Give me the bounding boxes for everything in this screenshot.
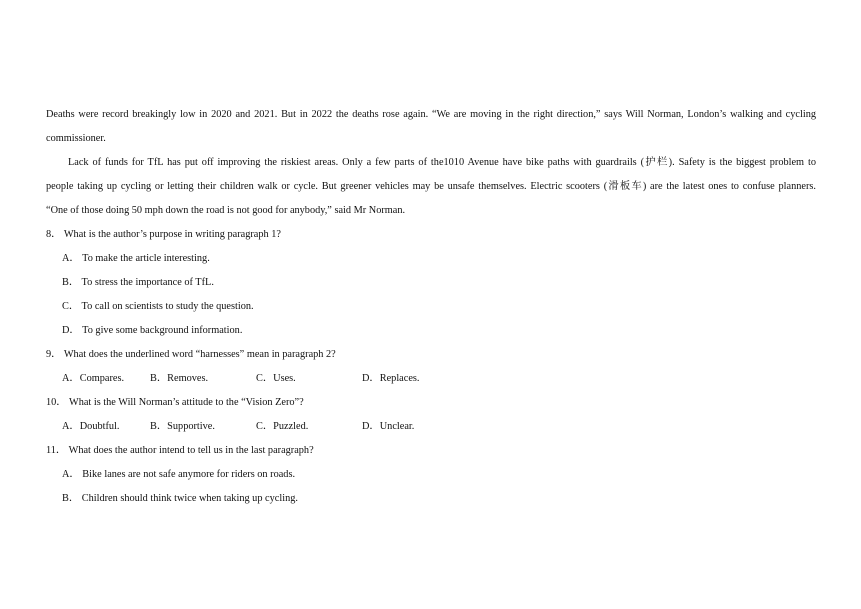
answer-option: A． To make the article interesting.: [62, 253, 210, 264]
answer-option: A．Doubtful.: [62, 421, 120, 432]
answer-option: D．Replaces.: [362, 373, 420, 384]
answer-options-row: [62, 420, 832, 433]
answer-option: B．Supportive.: [150, 421, 215, 432]
answer-option: C．Puzzled.: [256, 421, 309, 432]
answer-option: A．Compares.: [62, 373, 125, 384]
answer-option: B． Children should think twice when taking up cycling.: [62, 493, 298, 504]
answer-option: C． To call on scientists to study the question.: [62, 301, 254, 312]
answer-option: D． To give some background information.: [62, 325, 243, 336]
answer-option: C．Uses.: [256, 373, 296, 384]
passage-line: Deaths were record breakingly low in 2020 and 2021. But in 2022 the deaths rose again. “We are moving in the right direction,” says Will Norman, London’s walking and cycling: [46, 109, 816, 120]
passage-line: people taking up cycling or letting their children walk or cycle. But greener vehicles may be unsafe themselves. Electric scooters (滑板车) are the latest ones to confuse planners.: [46, 181, 816, 192]
passage-line: “One of those doing 50 mph down the road is not good for anybody,” said Mr Norman.: [46, 205, 406, 216]
answer-option: D．Unclear.: [362, 421, 415, 432]
passage-line: commissioner.: [46, 133, 106, 144]
answer-option: A． Bike lanes are not safe anymore for riders on roads.: [62, 469, 296, 480]
answer-option: B．Removes.: [150, 373, 209, 384]
question-stem: 10． What is the Will Norman’s attitude to the “Vision Zero”?: [46, 397, 304, 408]
answer-options-row: [62, 372, 832, 385]
answer-option: B． To stress the importance of TfL.: [62, 277, 214, 288]
question-stem: 8． What is the author’s purpose in writing paragraph 1?: [46, 229, 281, 240]
question-stem: 9． What does the underlined word “harnesses” mean in paragraph 2?: [46, 349, 336, 360]
question-stem: 11． What does the author intend to tell us in the last paragraph?: [46, 445, 314, 456]
passage-line: Lack of funds for TfL has put off improving the riskiest areas. Only a few parts of the1010 Avenue have bike paths with guardrails (护栏). Safety is the biggest problem to: [68, 157, 816, 168]
